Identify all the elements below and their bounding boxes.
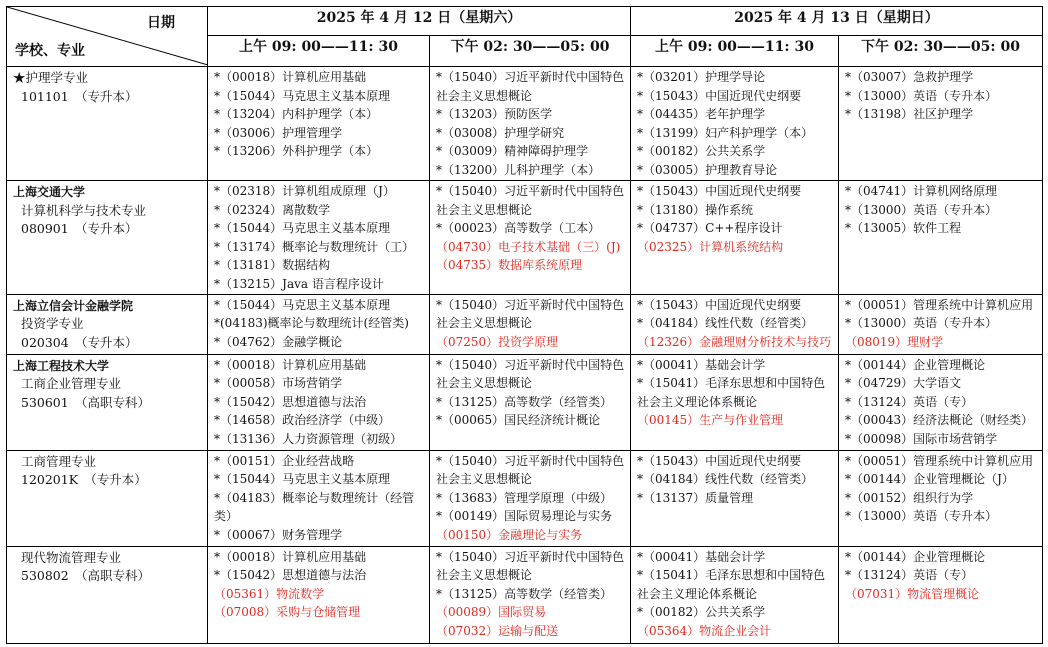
exam-subject: *（00144）企业管理概论: [845, 549, 986, 564]
exam-subject: *（13124）英语（专）: [845, 568, 974, 583]
exam-subject: *（00023）高等数学（工本）: [436, 221, 601, 236]
exam-subject: *（00065）国民经济统计概论: [436, 413, 601, 428]
exam-subject: *（15044）马克思主义基本原理: [214, 221, 391, 236]
day2-pm-cell: [839, 67, 1043, 181]
exam-subject: *（13206）外科护理学（本）: [214, 144, 379, 159]
exam-subject: *（04184）线性代数（经管类）: [637, 472, 814, 487]
schedule-body: [7, 67, 1043, 644]
exam-subject: *（00144）企业管理概论: [845, 357, 986, 372]
exam-subject: *（15043）中国近现代史纲要: [637, 88, 802, 103]
school-name: ★护理学专业: [13, 70, 89, 85]
exam-subject: *（13005）软件工程: [845, 221, 962, 236]
major-name: 工商管理专业: [21, 453, 97, 469]
exam-subject: *（00151）企业经营战略: [214, 453, 355, 468]
exam-subject: *（13000）英语（专升本）: [845, 202, 998, 217]
exam-subject-practice: （00089）国际贸易: [436, 605, 547, 620]
table-row: [7, 354, 1043, 450]
exam-subject: *（00098）国际市场营销学: [845, 431, 998, 446]
day2-am-cell: [631, 546, 839, 643]
exam-subject: *（15043）中国近现代史纲要: [637, 453, 802, 468]
exam-subject: *（15040）习近平新时代中国特色社会主义思想概论: [436, 184, 625, 217]
exam-subject: *（03008）护理学研究: [436, 125, 565, 140]
exam-subject: *（15041）毛泽东思想和中国特色社会主义理论体系概论: [637, 376, 826, 409]
exam-subject-practice: （05361）物流数学: [214, 586, 325, 601]
major-name: 投资学专业: [21, 316, 84, 332]
exam-subject: *（15040）习近平新时代中国特色社会主义思想概论: [436, 297, 625, 331]
day1-am-cell: [208, 546, 430, 643]
exam-subject: *（15044）马克思主义基本原理: [214, 88, 391, 103]
major-code: 530601 （高职专科）: [21, 394, 150, 410]
exam-subject-practice: （05364）物流企业会计: [637, 623, 772, 638]
exam-subject: *（04729）大学语文: [845, 376, 962, 391]
corner-header: [7, 7, 208, 67]
exam-subject: *（00182）公共关系学: [637, 144, 766, 159]
exam-subject: *（13000）英语（专升本）: [845, 509, 998, 524]
exam-subject-practice: （12326）金融理财分析技术与技巧: [637, 334, 832, 349]
exam-subject: *（15044）马克思主义基本原理: [214, 472, 391, 487]
day2-am-header: 上午 09: 00——11: 30: [631, 36, 839, 67]
exam-subject: *（00067）财务管理学: [214, 527, 343, 542]
day2-pm-cell: [839, 450, 1043, 546]
day2-pm-cell: [839, 546, 1043, 643]
day1-pm-cell: [430, 294, 631, 354]
exam-subject: *（13000）英语（专升本）: [845, 88, 998, 103]
day1-am-cell: [208, 354, 430, 450]
day2-pm-header: 下午 02: 30——05: 00: [839, 36, 1043, 67]
exam-subject: *（13683）管理学原理（中级）: [436, 490, 613, 505]
exam-schedule: [6, 6, 1042, 640]
exam-subject-practice: （02325）计算机系统结构: [637, 239, 784, 254]
exam-subject-practice: （04735）数据库系统原理: [436, 258, 583, 273]
exam-subject: *（13174）概率论与数理统计（工）: [214, 239, 415, 254]
exam-subject: *（13198）社区护理学: [845, 107, 974, 122]
major-name: 现代物流管理专业: [21, 549, 122, 565]
exam-subject: *（03006）护理管理学: [214, 125, 343, 140]
school-name: 上海工程技术大学: [13, 358, 110, 373]
exam-subject: *（15040）习近平新时代中国特色社会主义思想概论: [436, 70, 625, 103]
table-row: [7, 67, 1043, 181]
exam-subject: *(04183)概率论与数理统计(经管类): [214, 316, 409, 331]
exam-subject: *（00058）市场营销学: [214, 376, 343, 391]
exam-subject: *（13180）操作系统: [637, 202, 754, 217]
exam-subject: *（13203）预防医学: [436, 107, 553, 122]
exam-subject: *（00051）管理系统中计算机应用: [845, 297, 1034, 312]
school-name: 上海交通大学: [13, 185, 86, 199]
school-major-cell: [7, 546, 208, 643]
exam-subject: *（04741）计算机网络原理: [845, 184, 998, 198]
exam-subject: *（00182）公共关系学: [637, 605, 766, 620]
exam-subject: *（03009）精神障碍护理学: [436, 144, 589, 159]
date-label: 日期: [147, 15, 175, 31]
day2-am-cell: [631, 450, 839, 546]
exam-subject: *（15042）思想道德与法治: [214, 394, 367, 409]
day1-am-cell: [208, 294, 430, 354]
major-code: 080901 （专升本）: [21, 221, 138, 237]
exam-subject: *（00018）计算机应用基础: [214, 70, 367, 84]
exam-subject: *（04762）金融学概论: [214, 334, 343, 349]
exam-subject: *（14658）政治经济学（中级）: [214, 413, 391, 428]
exam-subject: *（00152）组织行为学: [845, 490, 974, 505]
exam-subject: *（13125）高等数学（经管类）: [436, 394, 613, 409]
exam-subject: *（13181）数据结构: [214, 258, 331, 273]
exam-subject: *（04184）线性代数（经管类）: [637, 316, 814, 331]
exam-subject: *（13125）高等数学（经管类）: [436, 586, 613, 601]
exam-subject-practice: （00145）生产与作业管理: [637, 413, 784, 428]
major-code: 020304 （专升本）: [21, 334, 138, 350]
exam-subject: *（04435）老年护理学: [637, 107, 766, 122]
exam-subject: *（13136）人力资源管理（初级）: [214, 431, 403, 446]
exam-subject: *（13204）内科护理学（本）: [214, 107, 379, 122]
exam-subject: *（03201）护理学导论: [637, 70, 766, 84]
school-name: 上海立信会计金融学院: [13, 298, 134, 313]
exam-subject: *（15043）中国近现代史纲要: [637, 297, 802, 312]
day1-am-cell: [208, 450, 430, 546]
exam-subject: *（00018）计算机应用基础: [214, 357, 367, 372]
table-row: [7, 450, 1043, 546]
exam-subject: *（04183）概率论与数理统计（经管类）: [214, 490, 415, 524]
school-major-cell: [7, 354, 208, 450]
major-code: 101101 （专升本）: [21, 88, 138, 104]
day2-pm-cell: [839, 354, 1043, 450]
exam-subject: *（02318）计算机组成原理（J）: [214, 184, 395, 198]
day2-pm-cell: [839, 294, 1043, 354]
exam-subject: *（00041）基础会计学: [637, 357, 766, 372]
day1-am-cell: [208, 181, 430, 295]
day2-header: 2025 年 4 月 13 日（星期日）: [631, 7, 1043, 36]
major-name: 工商企业管理专业: [21, 376, 122, 392]
exam-subject: *（02324）离散数学: [214, 202, 331, 217]
school-label: 学校、专业: [15, 43, 85, 59]
school-major-cell: [7, 450, 208, 546]
day1-am-cell: [208, 67, 430, 181]
school-major-cell: [7, 181, 208, 295]
day1-pm-cell: [430, 354, 631, 450]
day2-am-cell: [631, 354, 839, 450]
table-row: [7, 181, 1043, 295]
day1-pm-cell: [430, 181, 631, 295]
exam-subject: *（13137）质量管理: [637, 490, 754, 505]
day2-am-cell: [631, 67, 839, 181]
exam-subject: *（15044）马克思主义基本原理: [214, 297, 391, 312]
exam-subject: *（03007）急救护理学: [845, 70, 974, 84]
school-major-cell: [7, 67, 208, 181]
exam-subject-practice: （08019）理财学: [845, 334, 944, 349]
exam-subject: *（13199）妇产科护理学（本）: [637, 125, 814, 140]
day2-am-cell: [631, 294, 839, 354]
day1-pm-header: 下午 02: 30——05: 00: [430, 36, 631, 67]
day2-pm-cell: [839, 181, 1043, 295]
exam-subject: *（15040）习近平新时代中国特色社会主义思想概论: [436, 549, 625, 583]
major-code: 120201K （专升本）: [21, 472, 147, 488]
exam-subject: *（13124）英语（专）: [845, 394, 974, 409]
exam-subject: *（13215）Java 语言程序设计: [214, 276, 384, 291]
day2-am-cell: [631, 181, 839, 295]
exam-subject-practice: （07031）物流管理概论: [845, 586, 980, 601]
exam-subject: *（15042）思想道德与法治: [214, 568, 367, 583]
exam-subject: *（00018）计算机应用基础: [214, 549, 367, 564]
day1-pm-cell: [430, 546, 631, 643]
school-major-cell: [7, 294, 208, 354]
exam-subject: *（00149）国际贸易理论与实务: [436, 509, 613, 524]
day1-pm-cell: [430, 67, 631, 181]
exam-subject: *（00043）经济法概论（财经类）: [845, 413, 1034, 428]
schedule-table: [6, 6, 1043, 644]
exam-subject-practice: （07032）运输与配送: [436, 623, 559, 638]
table-row: [7, 546, 1043, 643]
exam-subject-practice: （04730）电子技术基础（三）(J): [436, 239, 621, 254]
exam-subject: *（13200）儿科护理学（本）: [436, 162, 601, 177]
exam-subject-practice: （07008）采购与仓储管理: [214, 605, 361, 620]
exam-subject: *（04737）C++程序设计: [637, 221, 783, 236]
exam-subject: *（00051）管理系统中计算机应用: [845, 453, 1034, 468]
exam-subject: *（15041）毛泽东思想和中国特色社会主义理论体系概论: [637, 568, 826, 601]
major-name: 计算机科学与技术专业: [21, 202, 147, 218]
exam-subject: *（00041）基础会计学: [637, 549, 766, 564]
exam-subject-practice: （00150）金融理论与实务: [436, 527, 583, 542]
table-row: [7, 294, 1043, 354]
exam-subject: *（13000）英语（专升本）: [845, 316, 998, 331]
exam-subject: *（15043）中国近现代史纲要: [637, 184, 802, 198]
exam-subject-practice: （07250）投资学原理: [436, 334, 559, 349]
exam-subject: *（00144）企业管理概论（J）: [845, 472, 1014, 487]
day1-am-header: 上午 09: 00——11: 30: [208, 36, 430, 67]
day1-header: 2025 年 4 月 12 日（星期六）: [208, 7, 631, 36]
exam-subject: *（03005）护理教育导论: [637, 162, 778, 177]
exam-subject: *（15040）习近平新时代中国特色社会主义思想概论: [436, 453, 625, 487]
exam-subject: *（15040）习近平新时代中国特色社会主义思想概论: [436, 357, 625, 391]
day1-pm-cell: [430, 450, 631, 546]
major-code: 530802 （高职专科）: [21, 568, 150, 584]
